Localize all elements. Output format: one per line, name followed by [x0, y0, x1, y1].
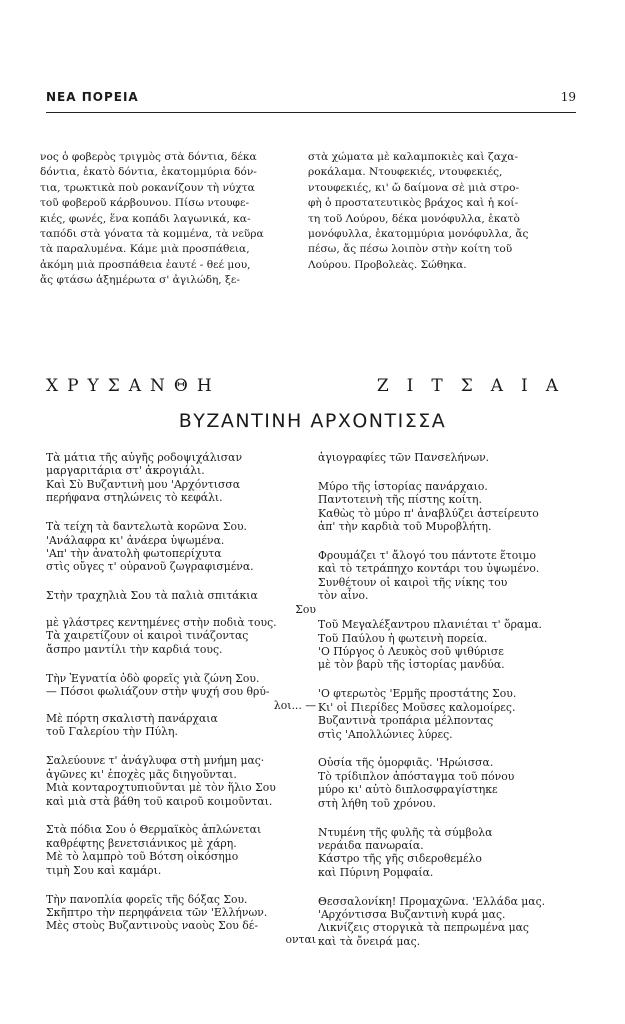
prose-line: ροκάλαμα. Ντουφεκιές, ντουφεκιές,	[308, 166, 503, 179]
stanza	[318, 687, 608, 741]
verse-line: μύρο κι' αὐτὸ διπλοσφραγίστηκε	[318, 783, 498, 797]
author-last-name: ΖΙΤΣΑΙΑ	[376, 376, 576, 396]
verse-line: Στὴν τραχηλιὰ Σου τὰ παλιὰ σπιτάκια	[46, 589, 258, 603]
journal-title: ΝΕΑ ΠΟΡΕΙΑ	[46, 90, 139, 104]
verse-line: Βυζαντινὰ τροπάρια μέλποντας	[318, 714, 494, 728]
prose-line: μονόφυλλα, ἑκατομμύρια μονόφυλλα, ἄς	[308, 228, 529, 241]
verse-line: Κάστρο τῆς γῆς σιδεροθεμέλο	[318, 852, 482, 866]
verse-line: Σου	[295, 602, 316, 616]
stanza	[46, 754, 336, 808]
verse-line: στὶς οὔγες τ' οὐρανοῦ ζωγραφισμένα.	[46, 560, 254, 574]
verse-line: — Πόσοι φωλιάζουν στὴν ψυχή σου θρύ-	[46, 685, 270, 699]
verse-line: Τὰ τείχη τὰ δαντελωτὰ κορῶνα Σου.	[46, 520, 247, 534]
verse-line: τοῦ Γαλερίου τὴν Πύλη.	[46, 725, 178, 739]
poem-title: ΒΥΖΑΝΤΙΝΗ ΑΡΧΟΝΤΙΣΣΑ	[178, 410, 447, 432]
verse-line: περήφανα στηλώνεις τὸ κεφάλι.	[46, 491, 223, 505]
stanza	[46, 893, 336, 947]
verse-line: Κι' οἱ Πιερίδες Μοῦσες καλομοίρες.	[318, 700, 516, 714]
verse-line: καθρέφτης βενετσιάνικος μὲ χάρη.	[46, 836, 237, 850]
verse-line: στὴ λήθη τοῦ χρόνου.	[318, 796, 436, 810]
prose-line: ντουφεκιές, κι' ὤ δαίμονα σὲ μιὰ στρο-	[308, 181, 520, 194]
prose-line: τη τοῦ Λούρου, δέκα μονόφυλλα, ἑκατὸ	[308, 212, 520, 225]
prose-line: δόντια, ἑκατὸ δόντια, ἑκατομμύρια δόν-	[40, 166, 257, 179]
verse-line: στὶς 'Απολλώνιες λύρες.	[318, 727, 453, 741]
poem-column-right	[318, 451, 608, 964]
verse-line: Φρουμάζει τ' ἄλογό του πάντοτε ἕτοιμο	[318, 549, 536, 563]
verse-line: ἀπ' τὴν καρδιὰ τοῦ Μυροβλήτη.	[318, 520, 492, 534]
verse-line: Μιὰ κονταροχτυπιοῦνται μὲ τὸν ἥλιο Σου	[46, 781, 276, 795]
prose-line: ἀκόμη μιὰ προσπάθεια ἑαυτέ - θεέ μου,	[40, 258, 251, 271]
verse-line: Λικνίζεις στοργικὰ τὰ πεπρωμένα μας	[318, 921, 529, 935]
verse-line: Οὐσία τῆς ὁμορφιᾶς. 'Ηρώισσα.	[318, 756, 494, 770]
stanza	[318, 451, 608, 464]
verse-line: Τοῦ Μεγαλέξαντρου πλανιέται τ' ὅραμα.	[318, 618, 542, 632]
prose-line: ἄς φτάσω ἀξημέρωτα σ' ἀγιλώδη, ξε-	[40, 274, 240, 287]
stanza	[318, 826, 608, 880]
verse-line: ἄσπρο μαντίλι τὴν καρδιά τους.	[46, 642, 223, 656]
verse-line: Τὴν πανοπλία φορεῖς τῆς δόξας Σου.	[46, 892, 248, 906]
verse-line: μαργαριτάρια στ' ἀκρογιάλι.	[46, 464, 205, 478]
prose-line: τια, τρωκτικὰ ποὺ ροκανίζουν τὴ νύχτα	[40, 181, 255, 194]
prose-line: Λούρου. Προβολεὰς. Σώθηκα.	[308, 258, 467, 271]
prose-line: πέσω, ἄς πέσω λοιπὸν στὴν κοίτη τοῦ	[308, 243, 513, 256]
verse-line: καὶ τὸ τετράπηχο κοντάρι του ὑψωμένο.	[318, 562, 540, 576]
stanza	[318, 480, 608, 534]
poem-column-left	[46, 451, 336, 962]
prose-column-left	[40, 150, 290, 289]
header-rule	[46, 112, 576, 113]
prose-line: φὴ ὁ προστατευτικὸς βράχος καὶ ἡ κοί-	[308, 197, 519, 210]
verse-line: μὲ τὸν βαρὺ τῆς ἱστορίας μανδύα.	[318, 658, 505, 672]
prose-line: τοῦ φοβεροῦ κάρβουνου. Πίσω ντουφε-	[40, 197, 250, 210]
prose-line: στὰ χώματα μὲ καλαμποκιὲς καὶ ζαχα-	[308, 151, 519, 163]
verse-line: Μὲ τὸ λαμπρὸ τοῦ Βότση οἰκόσημο	[46, 850, 239, 864]
verse-line: μὲ γλάστρες κεντημένες στὴν ποδιὰ τους.	[46, 616, 277, 630]
verse-line: Τὰ μάτια τῆς αὐγῆς ροδοψιχάλισαν	[46, 451, 243, 464]
verse-line: Θεσσαλονίκη! Προμαχῶνα. 'Ελλάδα μας.	[318, 894, 546, 908]
verse-line: Μὲ πόρτη σκαλιστὴ πανάρχαια	[46, 712, 218, 725]
verse-line: Τὴν Ἐγνατία ὁδὸ φορεῖς γιὰ ζώνη Σου.	[46, 671, 260, 685]
stanza	[318, 618, 608, 672]
verse-line: ονται	[285, 932, 316, 946]
prose-column-right	[308, 150, 558, 273]
prose-line: νος ὁ φοβερὸς τριγμὸς στὰ δόντια, δέκα	[40, 151, 257, 163]
verse-line: Συνθέτουν οἱ καιροὶ τῆς νίκης του	[318, 575, 508, 589]
stanza	[46, 451, 336, 505]
stanza	[318, 895, 608, 949]
verse-line: 'Ο φτερωτὸς 'Ερμῆς προστάτης Σου.	[318, 687, 517, 701]
stanza	[318, 549, 608, 603]
verse-line: καὶ μιὰ στὰ βάθη τοῦ καιροῦ κοιμοῦνται.	[46, 794, 273, 808]
verse-line: ἀγῶνες κι' ἐποχὲς μᾶς διηγοῦνται.	[46, 767, 237, 781]
verse-line: Καὶ Σὺ Βυζαντινὴ μου 'Αρχόντισσα	[46, 477, 240, 491]
verse-line: Τὰ χαιρετίζουν οἱ καιροὶ τινάζοντας	[46, 629, 249, 643]
author-first-name: ΧΡΥΣΑΝΘΗ	[46, 376, 221, 396]
stanza	[318, 756, 608, 810]
verse-line: Παντοτεινὴ τῆς πίστης κοίτη.	[318, 493, 482, 507]
verse-line: Ντυμένη τῆς φυλῆς τὰ σύμβολα	[318, 825, 493, 839]
verse-line: Στὰ πόδια Σου ὁ Θερμαϊκὸς ἁπλώνεται	[46, 823, 262, 837]
page-number: 19	[560, 90, 576, 104]
verse-line: Τοῦ Παύλου ἡ φωτεινὴ πορεία.	[318, 631, 488, 645]
verse-line: λοι... —	[273, 698, 316, 712]
prose-line: ταπόδι στὰ γόνατα τὰ κομμένα, τὰ νεῦρα	[40, 228, 264, 241]
verse-line: Τὸ τρίδιπλον ἀπόσταγμα τοῦ πόνου	[318, 769, 515, 783]
verse-line: Σαλεύουνε τ' ἀνάγλυφα στὴ μνήμη μας·	[46, 754, 265, 768]
verse-line: ἁγιογραφίες τῶν Πανσελήνων.	[318, 451, 490, 464]
verse-line: 'Αρχόντισσα Βυζαντινὴ κυρά μας.	[318, 908, 506, 922]
verse-line: Σκῆπτρο τὴν περηφάνεια τῶν 'Ελλήνων.	[46, 905, 268, 919]
verse-line: Καθὼς τὸ μύρο π' ἀναβλύζει ἀστείρευτο	[318, 506, 539, 520]
verse-line: καὶ τὰ ὄνειρά μας.	[318, 934, 421, 948]
stanza	[46, 520, 336, 574]
verse-line: Μὲς στοὺς Βυζαντινοὺς ναοὺς Σου δέ-	[46, 919, 258, 933]
stanza	[46, 823, 336, 877]
prose-line: τὰ παραλυμένα. Κάμε μιὰ προσπάθεια,	[40, 243, 250, 256]
stanza	[46, 672, 336, 739]
verse-line: 'Απ' τὴν ἀνατολὴ φωτοπερίχυτα	[46, 546, 222, 560]
verse-line: Μύρο τῆς ἱστορίας πανάρχαιο.	[318, 479, 488, 493]
stanza	[46, 589, 336, 656]
author-name	[46, 376, 576, 400]
verse-line: τὸν αἶνο.	[318, 589, 369, 603]
verse-line: 'Ο Πύργος ὁ Λευκὸς σοῦ ψιθύρισε	[318, 644, 504, 658]
prose-line: κιές, φωνές, ἕνα κοπάδι λαγωνικά, κα-	[40, 212, 251, 225]
verse-line: 'Ανάλαφρα κι' ἀνάερα ὑψωμένα.	[46, 533, 225, 547]
verse-line: καὶ Πύρινη Ρομφαία.	[318, 865, 434, 879]
page-header	[46, 90, 576, 112]
verse-line: τιμὴ Σου καὶ καμάρι.	[46, 863, 162, 877]
verse-line: νεράιδα πανωραία.	[318, 838, 424, 852]
